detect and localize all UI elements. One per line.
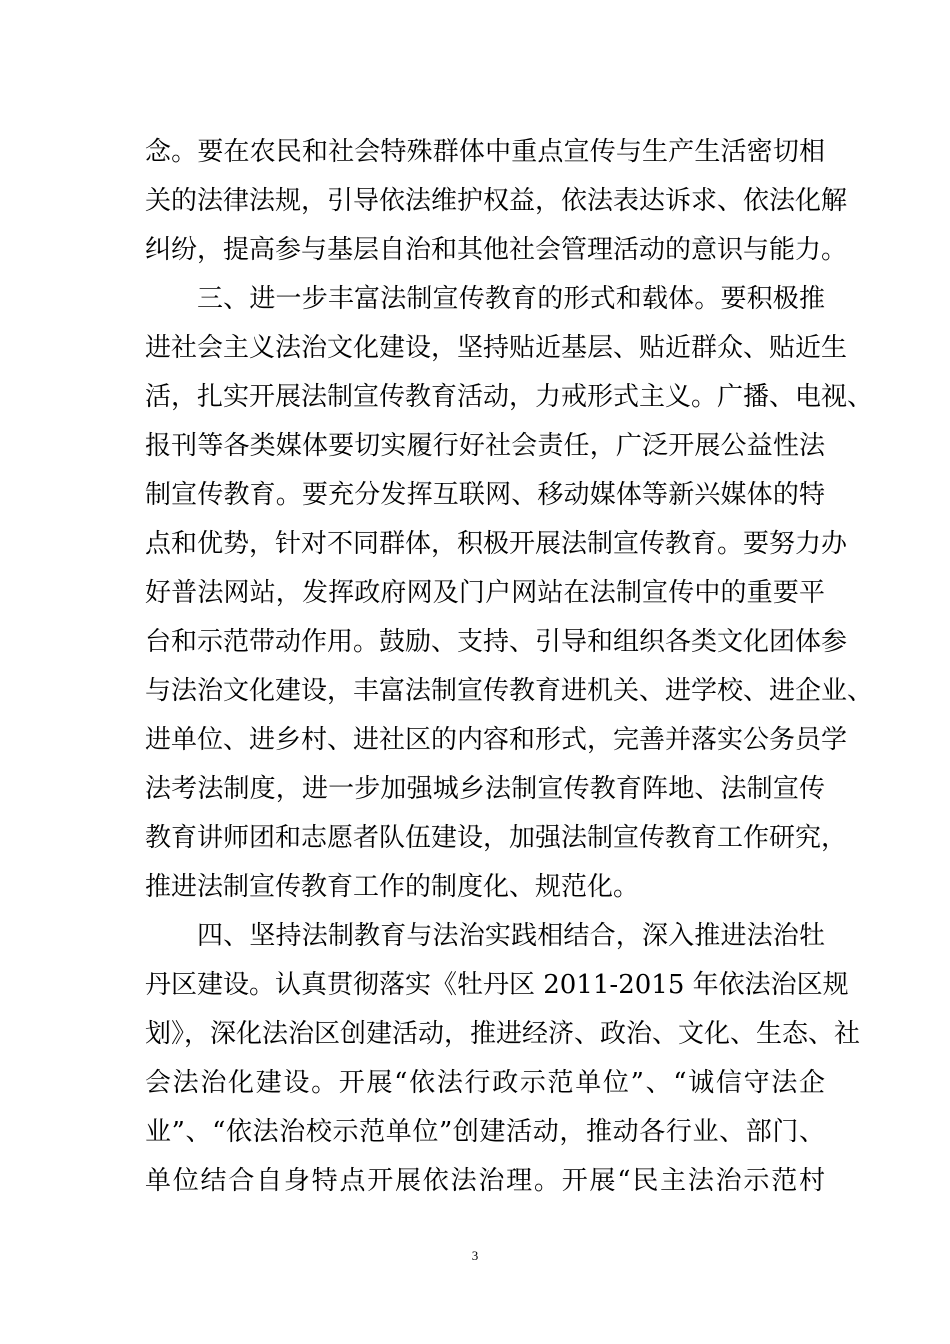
text-line: 单位结合自身特点开展依法治理。开展“民主法治示范村 xyxy=(145,1166,825,1196)
text-line: 关的法律法规，引导依法维护权益，依法表达诉求、依法化解 xyxy=(145,186,848,216)
body-text xyxy=(145,128,874,1206)
text-line: 会法治化建设。开展“依法行政示范单位”、“诚信守法企 xyxy=(145,1068,825,1098)
text-line: 法考法制度，进一步加强城乡法制宣传教育阵地、法制宣传 xyxy=(145,774,825,804)
text-line: 念。要在农民和社会特殊群体中重点宣传与生产生活密切相 xyxy=(145,137,825,167)
text-line: 报刊等各类媒体要切实履行好社会责任，广泛开展公益性法 xyxy=(145,431,825,461)
text-line: 制宣传教育。要充分发挥互联网、移动媒体等新兴媒体的特 xyxy=(145,480,825,510)
text-line: 丹区建设。认真贯彻落实《牡丹区 2011-2015 年依法治区规 xyxy=(145,970,849,1000)
text-line: 好普法网站，发挥政府网及门户网站在法制宣传中的重要平 xyxy=(145,578,825,608)
text-line: 教育讲师团和志愿者队伍建设，加强法制宣传教育工作研究， xyxy=(145,823,848,853)
page-number: 3 xyxy=(471,1248,479,1263)
text-line: 业”、“依法治校示范单位”创建活动，推动各行业、部门、 xyxy=(145,1117,825,1147)
text-line: 台和示范带动作用。鼓励、支持、引导和组织各类文化团体参 xyxy=(145,627,848,657)
paragraph-heading-line: 四、坚持法制教育与法治实践相结合，深入推进法治牡 xyxy=(197,921,825,951)
text-line: 进社会主义法治文化建设，坚持贴近基层、贴近群众、贴近生 xyxy=(145,333,848,363)
text-line: 划》，深化法治区创建活动，推进经济、政治、文化、生态、社 xyxy=(145,1019,861,1049)
paragraph-heading-line: 三、进一步丰富法制宣传教育的形式和载体。要积极推 xyxy=(197,284,825,314)
text-line: 推进法制宣传教育工作的制度化、规范化。 xyxy=(145,872,640,902)
text-line: 与法治文化建设，丰富法制宣传教育进机关、进学校、进企业、 xyxy=(145,676,874,706)
text-line: 点和优势，针对不同群体，积极开展法制宣传教育。要努力办 xyxy=(145,529,848,559)
text-line: 活，扎实开展法制宣传教育活动，力戒形式主义。广播、电视、 xyxy=(145,382,874,412)
text-line: 纠纷，提高参与基层自治和其他社会管理活动的意识与能力。 xyxy=(145,235,848,265)
text-line: 进单位、进乡村、进社区的内容和形式，完善并落实公务员学 xyxy=(145,725,848,755)
